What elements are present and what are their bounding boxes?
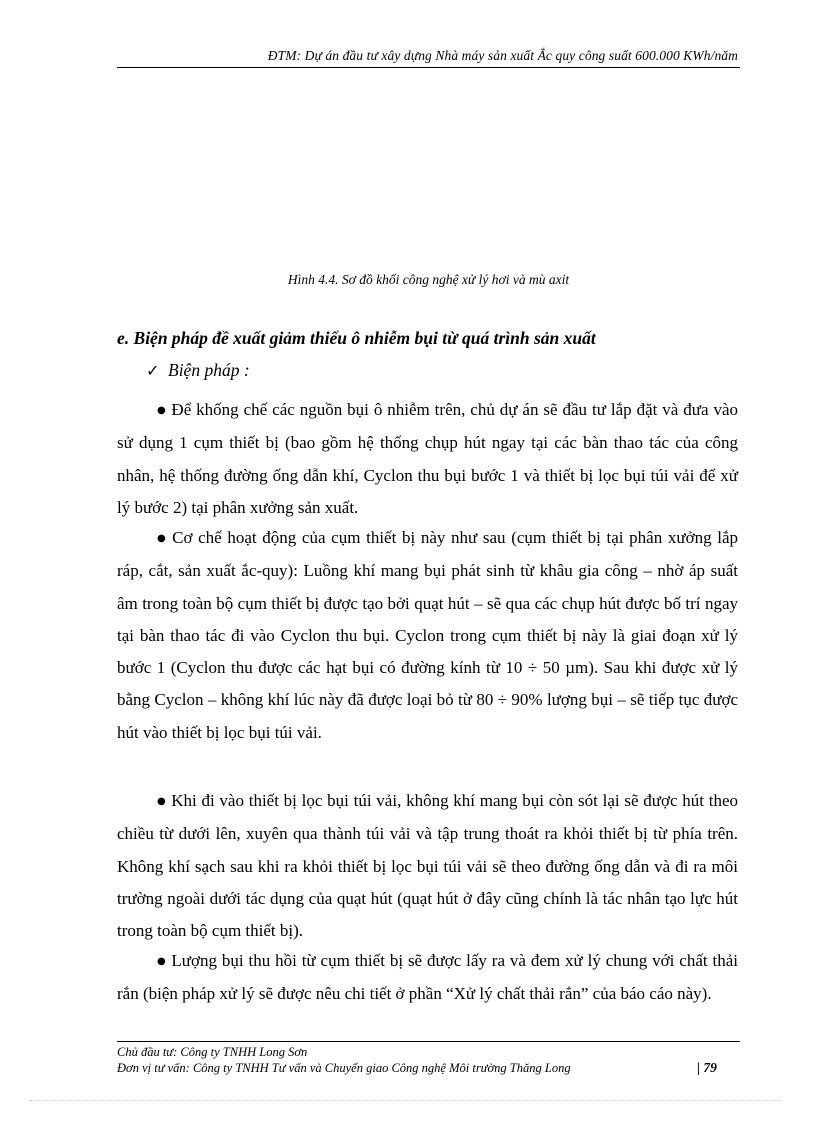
paragraph-4: [117, 945, 738, 1011]
subheading-line: [146, 360, 250, 381]
header-rule: [117, 67, 740, 68]
paragraph-text: Để khống chế các nguồn bụi ô nhiễm trên, chủ dự án sẽ đầu tư lắp đặt và đưa vào sử dụng 1 cụm thiết bị (bao gồm hệ thống chụp hút ngay tại các bàn thao tác của công nhân, hệ thống đường ống dẫn khí, Cyclon thu bụi bước 1 và thiết bị lọc bụi túi vải để xử lý bước 2) tại phân xưởng sản xuất.: [117, 400, 738, 517]
subheading-text: Biện pháp :: [168, 360, 250, 380]
footer-rule: [117, 1041, 740, 1042]
paragraph-text: Khi đi vào thiết bị lọc bụi túi vải, không khí mang bụi còn sót lại sẽ được hút theo chiều từ dưới lên, xuyên qua thành túi vải và tập trung thoát ra khỏi thiết bị từ phía trên. Không khí sạch sau khi ra khỏi thiết bị lọc bụi túi vải sẽ theo đường ống dẫn và đi ra môi trường ngoài dưới tác dụng của quạt hút (quạt hút ở đây cũng chính là tác nhân tạo lực hút trong toàn bộ cụm thiết bị).: [117, 791, 738, 941]
paragraph-2: [117, 522, 738, 749]
bullet-icon: ●: [157, 533, 168, 544]
bullet-icon: ●: [157, 405, 167, 416]
footer-owner: Chủ đầu tư: Công ty TNHH Long Sơn: [117, 1045, 308, 1059]
paragraph-text: Lượng bụi thu hồi từ cụm thiết bị sẽ được lấy ra và đem xử lý chung với chất thải rắn (biện pháp xử lý sẽ được nêu chi tiết ở phần “Xử lý chất thải rắn” của báo cáo này).: [117, 951, 738, 1004]
bullet-icon: ●: [157, 796, 167, 807]
section-heading: e. Biện pháp đề xuất giảm thiểu ô nhiễm bụi từ quá trình sản xuất: [117, 328, 596, 348]
footer-consultant: Đơn vị tư vấn: Công ty TNHH Tư vấn và Chuyển giao Công nghệ Môi trường Thăng Long: [117, 1061, 571, 1075]
document-header-title: ĐTM: Dự án đầu tư xây dựng Nhà máy sản xuất Ắc quy công suất 600.000 KWh/năm: [267, 48, 738, 63]
paragraph-text: Cơ chế hoạt động của cụm thiết bị này như sau (cụm thiết bị tại phân xưởng lắp ráp, cắt, sản xuất ắc-quy): Luồng khí mang bụi phát sinh từ khâu gia công – nhờ áp suất âm trong toàn bộ cụm thiết bị được tạo bởi quạt hút – sẽ qua các chụp hút được bố trí ngay tại bàn thao tác đi vào Cyclon thu bụi. Cyclon trong cụm thiết bị này là giai đoạn xử lý bước 1 (Cyclon thu được các hạt bụi có đường kính từ 10 ÷ 50 µm). Sau khi được xử lý bằng Cyclon – không khí lúc này đã được loại bỏ từ 80 ÷ 90% lượng bụi – sẽ tiếp tục được hút vào thiết bị lọc bụi túi vải.: [117, 528, 738, 742]
page-number: | 79: [697, 1060, 717, 1075]
paragraph-3: [117, 785, 738, 947]
checkmark-icon: ✓: [146, 361, 160, 380]
paragraph-1: [117, 394, 738, 524]
bullet-icon: ●: [157, 956, 167, 967]
figure-caption: Hình 4.4. Sơ đồ khối công nghệ xử lý hơi và mù axit: [287, 272, 570, 287]
page-bottom-divider: [30, 1100, 780, 1101]
